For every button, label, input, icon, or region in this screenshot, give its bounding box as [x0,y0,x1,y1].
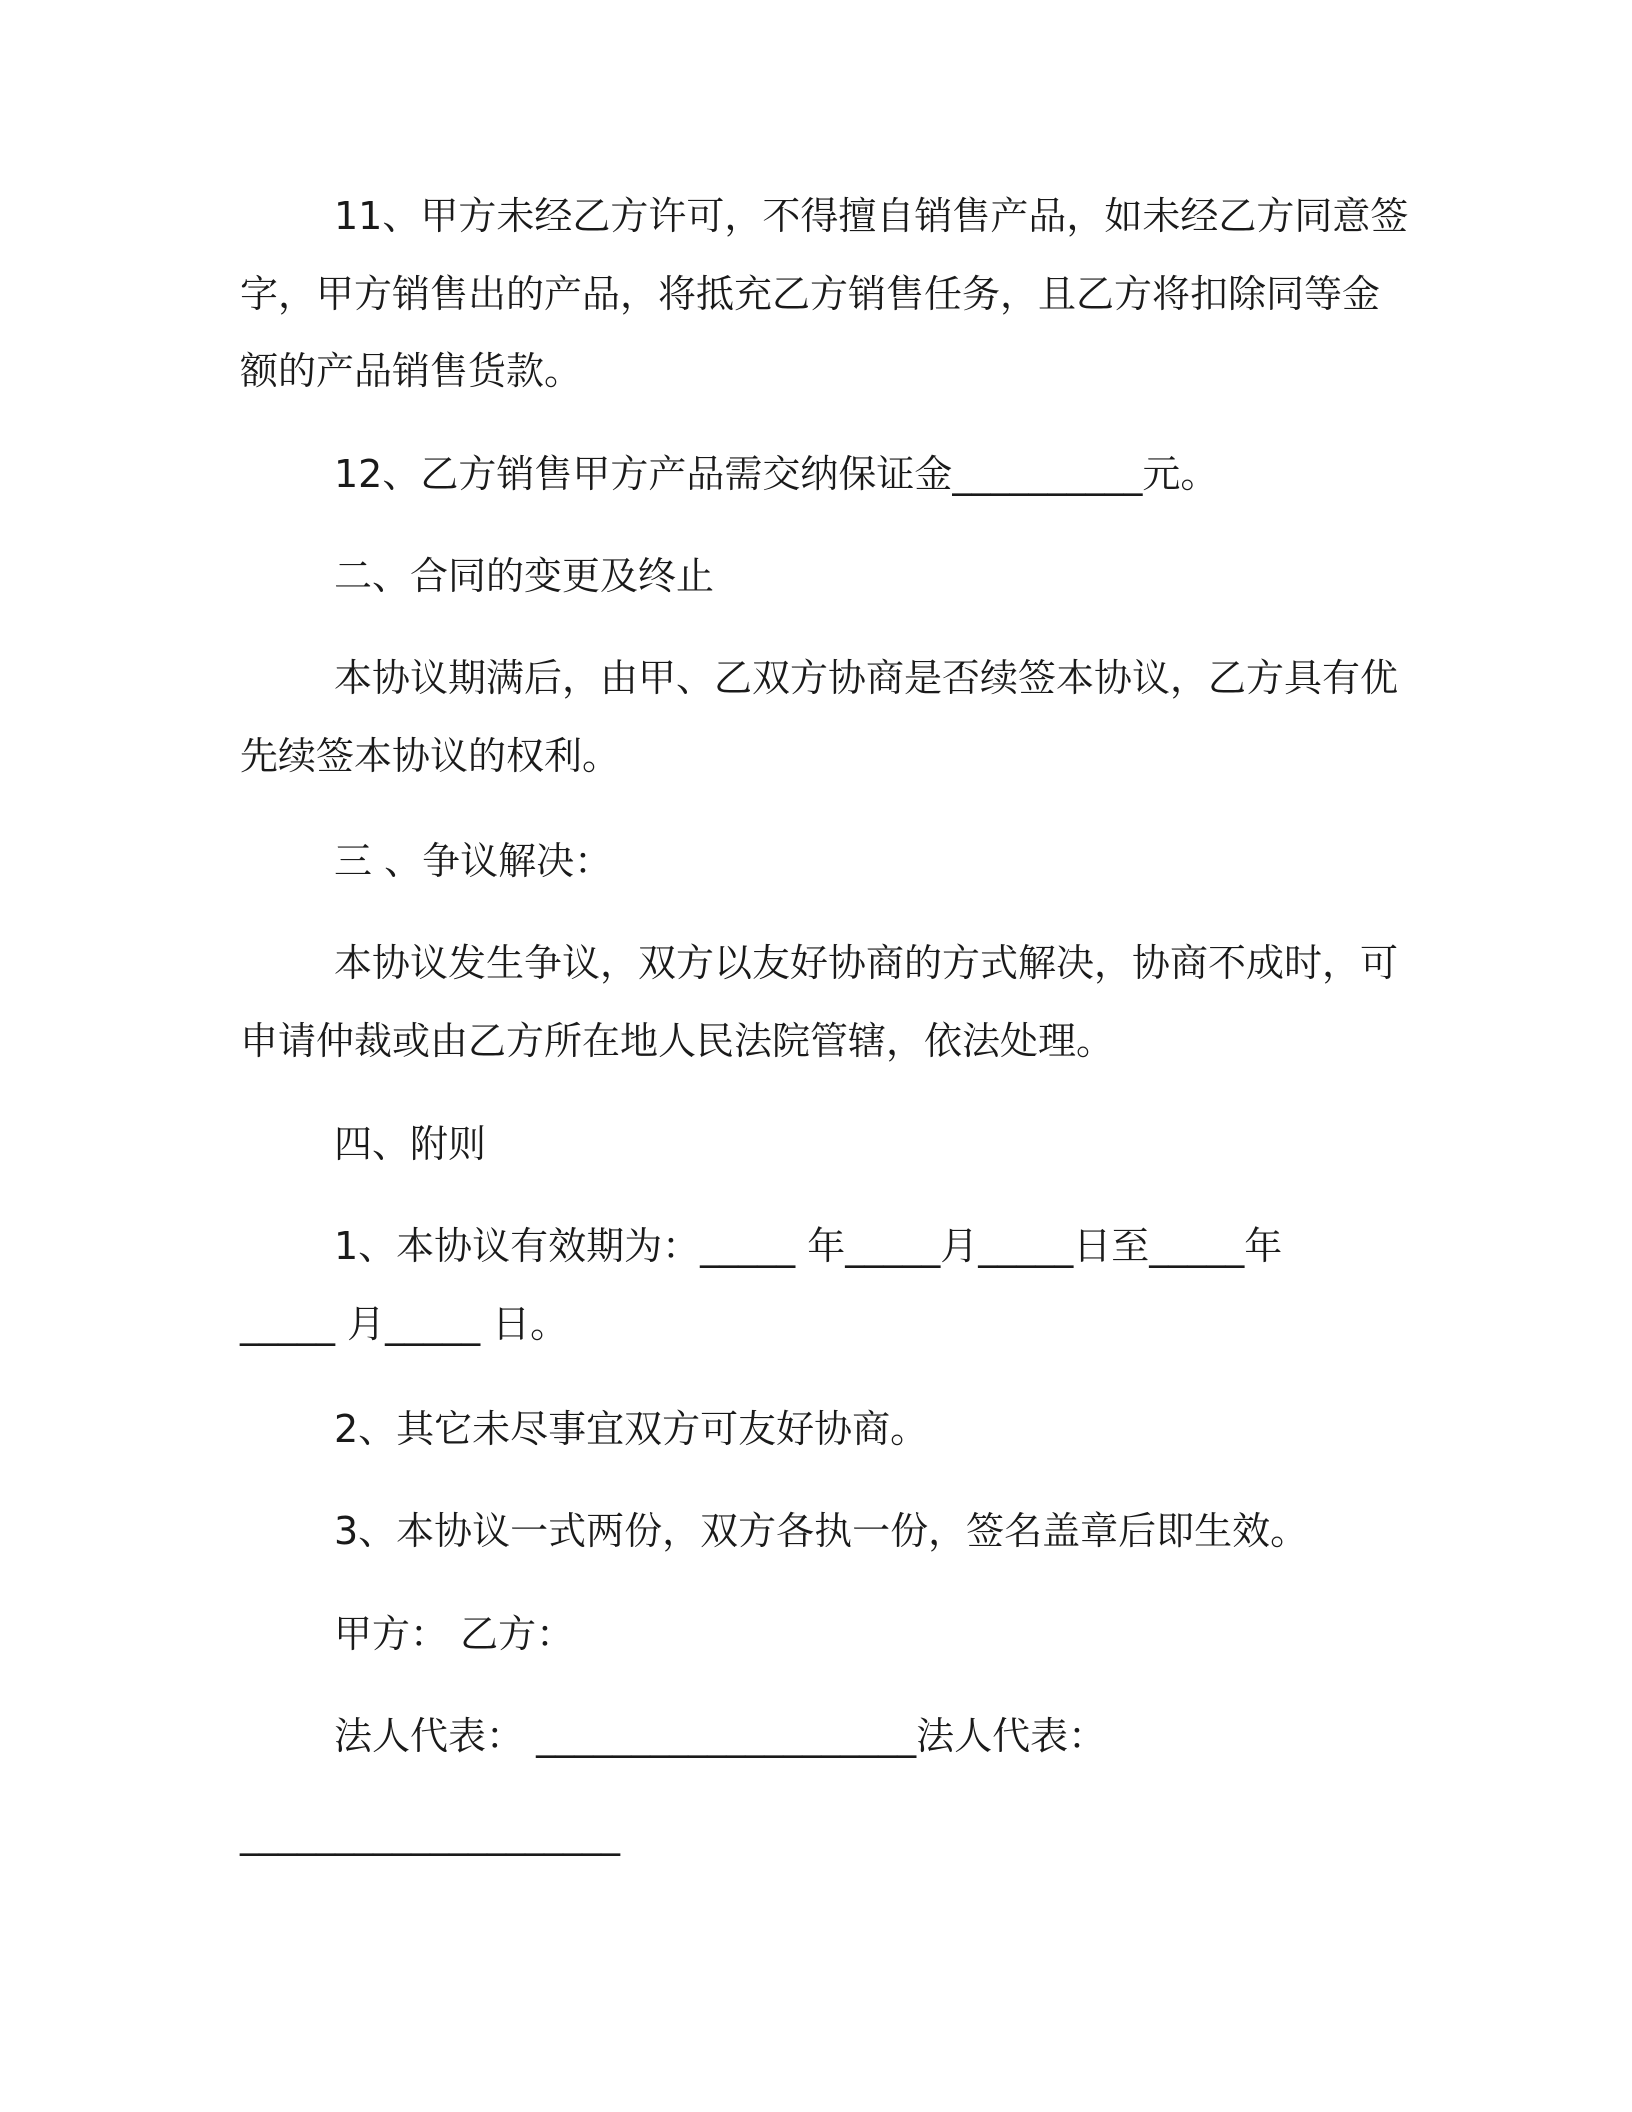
legal-representatives-line-1: 法人代表： ____________________法人代表： [334,1714,1107,1758]
section-3-body-line-1: 本协议发生争议，双方以友好协商的方式解决，协商不成时，可 [334,941,1399,985]
section-3-body-line-2: 申请仲裁或由乙方所在地人民法院管辖，依法处理。 [240,1019,1115,1063]
legal-representatives-line-2: ____________________ [240,1812,620,1856]
clause-12-line-1: 12、乙方销售甲方产品需交纳保证金__________元。 [334,452,1219,496]
section-2-body-line-2: 先续签本协议的权利。 [240,734,621,778]
section-3-heading: 三 、争议解决： [334,839,613,883]
section-4-heading: 四、附则 [334,1122,487,1166]
section-2-heading: 二、合同的变更及终止 [334,554,715,598]
parties-line: 甲方： 乙方： [334,1612,575,1656]
clause-11-line-3: 额的产品销售货款。 [240,349,583,393]
appendix-1-line-2: _____ 月_____ 日。 [240,1302,569,1346]
appendix-3-line-1: 3、本协议一式两份，双方各执一份，签名盖章后即生效。 [334,1509,1309,1553]
appendix-2-line-1: 2、其它未尽事宜双方可友好协商。 [334,1407,929,1451]
section-2-body-line-1: 本协议期满后，由甲、乙双方协商是否续签本协议，乙方具有优 [334,656,1399,700]
clause-11-line-1: 11、甲方未经乙方许可，不得擅自销售产品，如未经乙方同意签 [334,194,1409,238]
appendix-1-line-1: 1、本协议有效期为：_____ 年_____月_____日至_____年 [334,1224,1283,1268]
clause-11-line-2: 字，甲方销售出的产品，将抵充乙方销售任务，且乙方将扣除同等金 [240,272,1381,316]
